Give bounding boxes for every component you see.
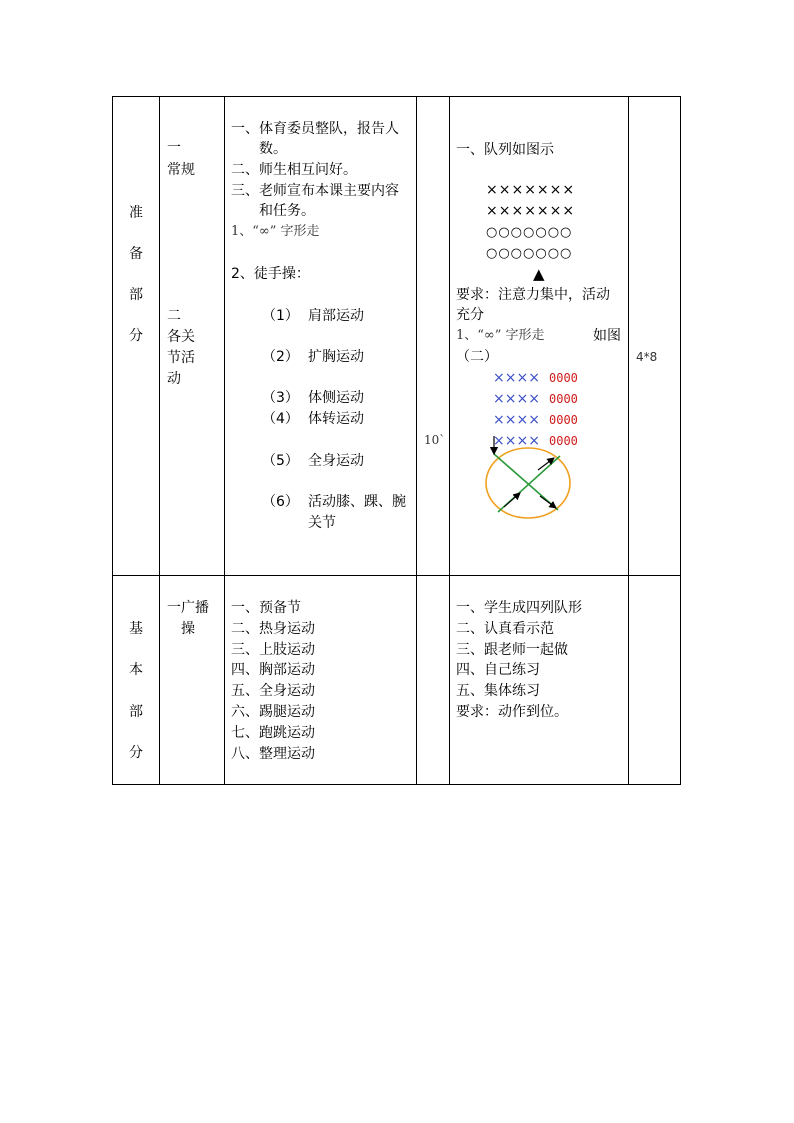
broadcast-step: 七、跑跳运动 xyxy=(231,725,315,741)
exercise-name: 扩胸运动 xyxy=(308,349,364,365)
formation-row-o: ○○○○○○○ xyxy=(486,246,573,261)
grid-cross-row: ×××× xyxy=(493,391,540,407)
formation-row-x: ××××××× xyxy=(486,203,576,219)
formation-row-o: ○○○○○○○ xyxy=(486,225,573,240)
broadcast-exercise-label: 一广播 xyxy=(167,600,209,616)
section2-label-char: 部 xyxy=(129,704,143,720)
col-line-3 xyxy=(416,96,417,785)
broadcast-step: 八、整理运动 xyxy=(231,746,315,762)
teacher-triangle-icon: ▲ xyxy=(533,265,545,283)
grid-cross-row: ×××× xyxy=(493,370,540,386)
exercise-number: （6） xyxy=(262,494,299,510)
figure-eight-walk-note: 1、“∞” 字形走 xyxy=(456,328,545,343)
exercise-number: （4） xyxy=(262,411,299,427)
col-line-4 xyxy=(449,96,450,785)
content-line: 三、老师宣布本课主要内容 xyxy=(231,183,399,199)
col-line-1 xyxy=(159,96,160,785)
routine-label: 常规 xyxy=(167,162,195,178)
joint-activity-number: 二 xyxy=(167,308,181,324)
section1-label-char: 部 xyxy=(129,287,143,303)
grid-zero-row: 0000 xyxy=(549,434,578,448)
organization-requirement: 要求：动作到位。 xyxy=(456,704,568,720)
exercise-name: 体转运动 xyxy=(308,411,364,427)
row-divider xyxy=(112,575,681,576)
exercise-name: 活动膝、踝、腕 xyxy=(308,494,406,510)
section2-label-char: 本 xyxy=(129,662,143,678)
broadcast-step: 三、上肢运动 xyxy=(231,642,315,658)
grid-cross-row: ×××× xyxy=(493,433,540,449)
content-line: 和任务。 xyxy=(259,203,315,219)
table-border-top xyxy=(112,96,681,97)
joint-activity-label: 动 xyxy=(167,371,181,387)
figure-label: 如图 xyxy=(593,328,621,344)
section1-label-char: 分 xyxy=(129,328,143,344)
exercise-number: （2） xyxy=(262,349,299,365)
organization-step: 五、集体练习 xyxy=(456,683,540,699)
broadcast-step: 六、踢腿运动 xyxy=(231,704,315,720)
exercise-title: 2、徒手操： xyxy=(231,266,310,282)
table-border-bottom xyxy=(112,784,681,785)
section1-label-char: 准 xyxy=(129,205,143,221)
formation-row-x: ××××××× xyxy=(486,182,576,198)
formation-title: 一、队列如图示 xyxy=(456,142,554,158)
grid-zero-row: 0000 xyxy=(549,392,578,406)
broadcast-step: 一、预备节 xyxy=(231,600,301,616)
repetitions-value: 4*8 xyxy=(636,350,658,364)
section2-label-char: 基 xyxy=(129,621,143,637)
joint-activity-label: 节活 xyxy=(167,350,195,366)
figure-eight-diagram xyxy=(480,430,580,525)
figure-eight-walk: 1、“∞” 字形走 xyxy=(231,224,320,239)
exercise-name: 体侧运动 xyxy=(308,390,364,406)
time-value: 10` xyxy=(424,433,446,447)
col-line-0 xyxy=(112,96,113,785)
organization-step: 二、认真看示范 xyxy=(456,621,554,637)
exercise-name: 全身运动 xyxy=(308,453,364,469)
broadcast-step: 五、全身运动 xyxy=(231,683,315,699)
arrow-low-up xyxy=(504,493,520,507)
grid-zero-row: 0000 xyxy=(549,371,578,385)
organization-step: 三、跟老师一起做 xyxy=(456,642,568,658)
exercise-name: 肩部运动 xyxy=(308,308,364,324)
broadcast-step: 四、胸部运动 xyxy=(231,662,315,678)
organization-step: 一、学生成四列队形 xyxy=(456,600,582,616)
grid-zero-row: 0000 xyxy=(549,413,578,427)
col-line-5 xyxy=(628,96,629,785)
exercise-number: （1） xyxy=(262,308,299,324)
col-line-6 xyxy=(680,96,681,785)
exercise-name-cont: 关节 xyxy=(308,515,336,531)
content-line: 数。 xyxy=(259,141,287,157)
broadcast-step: 二、热身运动 xyxy=(231,621,315,637)
grid-cross-row: ×××× xyxy=(493,412,540,428)
section2-label-char: 分 xyxy=(129,745,143,761)
joint-activity-label: 各关 xyxy=(167,329,195,345)
content-line: 一、体育委员整队，报告人 xyxy=(231,121,399,137)
requirement-line: 充分 xyxy=(456,307,484,323)
figure-number: （二） xyxy=(456,349,498,365)
col-line-2 xyxy=(224,96,225,785)
content-line: 二、师生相互问好。 xyxy=(231,162,357,178)
requirement-line: 要求：注意力集中，活动 xyxy=(456,287,610,303)
arrow-low-down xyxy=(540,496,556,508)
routine-number: 一 xyxy=(167,140,181,156)
exercise-number: （3） xyxy=(262,390,299,406)
section1-label-char: 备 xyxy=(129,246,143,262)
broadcast-exercise-label: 操 xyxy=(181,621,195,637)
exercise-number: （5） xyxy=(262,453,299,469)
organization-step: 四、自己练习 xyxy=(456,662,540,678)
